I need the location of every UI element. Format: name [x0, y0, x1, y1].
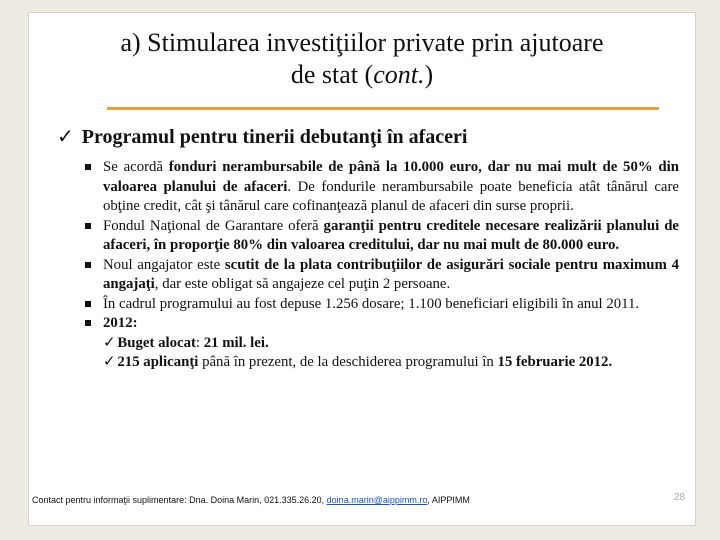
page-number: 28 — [673, 492, 685, 503]
footer-text: Contact pentru informaţii suplimentare: Dna. Doina Marin, 021.335.26.20, — [32, 495, 327, 505]
checkmark-icon: ✓ — [103, 334, 116, 351]
title-line-2 — [29, 59, 695, 91]
title-line-2-pre: de stat ( — [290, 60, 374, 89]
bullet-item — [85, 295, 679, 315]
bullet-1-text-a: Se acordă — [103, 159, 169, 175]
sub-2-text-a: 215 aplicanţi — [117, 354, 199, 370]
bullet-3-text-b: scutit de la plata contribuţiilor de asigurări sociale pentru maximum 4 angajaţi — [103, 256, 679, 292]
footer-post: , AIPPIMM — [427, 495, 470, 505]
bullet-item — [85, 158, 679, 217]
sub-item — [85, 353, 679, 373]
title-line-1: a) Stimularea investiţiilor private prin ajutoare — [120, 28, 604, 57]
bullet-item — [85, 217, 679, 256]
checkmark-icon: ✓ — [103, 354, 116, 370]
square-bullet-icon — [85, 301, 91, 307]
section-heading-text: Programul pentru tinerii debutanţi în afaceri — [81, 126, 468, 148]
sub-1-text-c: 21 mil. lei. — [203, 334, 269, 351]
square-bullet-icon — [85, 262, 91, 268]
bullet-item — [85, 256, 679, 295]
sub-1-text-a: Buget alocat — [117, 334, 196, 351]
checkmark-icon: ✓ — [57, 126, 74, 148]
slide — [28, 12, 696, 526]
slide-title — [29, 27, 695, 91]
square-bullet-icon — [85, 320, 91, 326]
square-bullet-icon — [85, 164, 91, 170]
bullet-2-text-b: garanţii pentru creditele necesare realizării planului de afaceri, în proporţie 80% din valoarea creditului, dar nu mai mult de 80.000 euro. — [103, 217, 680, 253]
square-bullet-icon — [85, 223, 91, 229]
bullet-1-text-c: . De fondurile nerambursabile poate beneficia atât tânărul care obţine credit, cât şi tânărul care cofinanţează planul de afaceri din surse proprii. — [103, 178, 679, 214]
title-line-2-italic: cont. — [373, 60, 425, 89]
bullet-2-text-a: Fondul Naţional de Garantare oferă — [103, 217, 324, 234]
section-heading — [57, 125, 467, 149]
bullet-1-text-b: fonduri nerambursabile de până la 10.000 euro, dar nu mai mult de 50% din valoarea planului de afaceri — [103, 159, 679, 195]
sub-1-text-b: : — [195, 334, 204, 351]
title-line-2-post: ) — [424, 60, 434, 89]
bullet-list — [85, 158, 679, 373]
title-divider — [107, 107, 659, 110]
email-link[interactable]: doina.marin@aippimm.ro — [326, 495, 428, 505]
bullet-item — [85, 314, 679, 334]
footer-contact — [32, 495, 470, 505]
sub-2-text-c: 15 februarie 2012. — [497, 354, 613, 370]
sub-item — [85, 334, 679, 354]
bullet-4-text: În cadrul programului au fost depuse 1.256 dosare; 1.100 beneficiari eligibili în anul 2011. — [103, 295, 640, 312]
bullet-3-text-a: Noul angajator este — [103, 256, 225, 273]
sub-2-text-b: până în prezent, de la deschiderea programului în — [198, 354, 498, 370]
bullet-3-text-c: , dar este obligat să angajeze cel puţin 2 persoane. — [154, 276, 451, 292]
bullet-5-text: 2012: — [103, 315, 138, 331]
